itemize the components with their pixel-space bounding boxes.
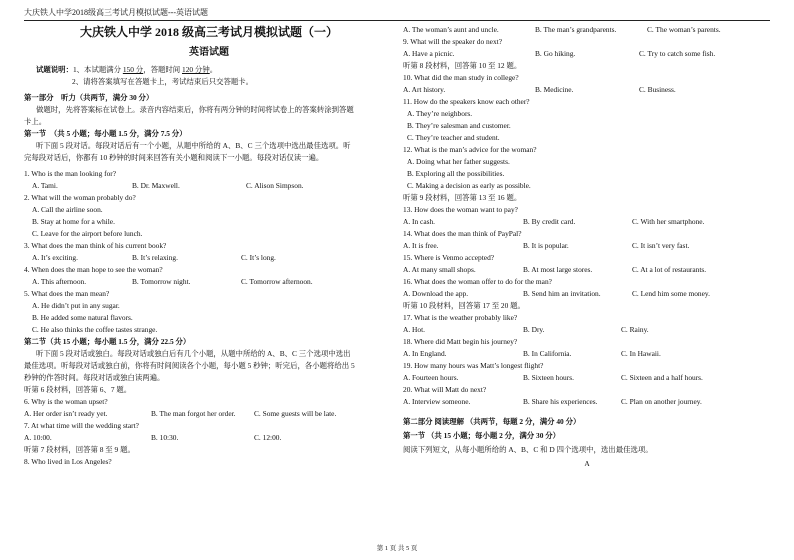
- option-b: B. The man forgot her order.: [151, 409, 236, 418]
- option-b: B. The man’s grandparents.: [535, 25, 617, 34]
- question-stem: 4. When does the man hope to see the woman?: [24, 265, 163, 274]
- left-column: [24, 24, 394, 468]
- option-c: C. He also thinks the coffee tastes strange.: [32, 325, 158, 334]
- question-stem: 3. What does the man think of his current book?: [24, 241, 167, 250]
- question-stem: 8. Who lived in Los Angeles?: [24, 457, 112, 466]
- option-c: C. The woman’s parents.: [647, 25, 721, 34]
- option-row: [403, 264, 771, 276]
- listen-instruction: 听第 6 段材料，回答第 6、7 题。: [24, 385, 132, 394]
- listen-instruction: 听第 8 段材料，回答第 10 至 12 题。: [403, 61, 522, 70]
- option-b: B. They’re salesman and customer.: [407, 121, 511, 130]
- option-a: A. This afternoon.: [32, 277, 87, 286]
- option-c: C. Making a decision as early as possible.: [407, 181, 531, 190]
- option-row: [403, 216, 771, 228]
- option-c: C. Rainy.: [621, 325, 649, 334]
- part1-heading: 第一部分 听力（共两节，满分 30 分）: [24, 93, 154, 102]
- question-stem: 17. What is the weather probably like?: [403, 313, 518, 322]
- question-stem: 19. How many hours was Matt’s longest flight?: [403, 361, 544, 370]
- option-b: B. Send him an invitation.: [523, 289, 601, 298]
- option-a: A. He didn’t put in any sugar.: [32, 301, 120, 310]
- part2-section1-heading: 第一节 （共 15 小题；每小题 2 分，满分 30 分）: [403, 431, 561, 440]
- option-c: C. At a lot of restaurants.: [632, 265, 707, 274]
- exam-subtitle: 英语试题: [189, 47, 229, 58]
- option-a: A. They’re neighbors.: [407, 109, 473, 118]
- option-a: A. Her order isn’t ready yet.: [24, 409, 108, 418]
- option-row: [403, 372, 771, 384]
- option-b: B. Exploring all the possibilities.: [407, 169, 505, 178]
- part1-intro-a: 做题时，先将答案标在试卷上。录音内容结束后，你将有两分钟的时间将试卷上的答案转涂到答题: [36, 105, 354, 114]
- option-a: A. In cash.: [403, 217, 436, 226]
- option-b: B. In California.: [523, 349, 572, 358]
- option-row: [24, 180, 394, 192]
- section1-intro-a: 听下面 5 段对话。每段对话后有一个小题，从题中所给的 A、B、C 三个选项中选出最佳选项。听: [36, 141, 351, 150]
- instructions-label: 试题说明：: [36, 65, 73, 74]
- option-c: C. It’s long.: [241, 253, 276, 262]
- option-a: A. Have a picnic.: [403, 49, 455, 58]
- instructions-text: 。: [209, 65, 218, 74]
- right-column: [403, 24, 771, 470]
- section1-intro-b: 完每段对话后，你都有 10 秒钟的时间来回答有关小题和阅读下一小题。每段对话仅读一遍。: [24, 153, 324, 162]
- option-b: B. Sixteen hours.: [523, 373, 574, 382]
- option-row: [24, 276, 394, 288]
- instructions-line-1: [24, 64, 394, 76]
- question-stem: 2. What will the woman probably do?: [24, 193, 136, 202]
- option-a: A. At many small shops.: [403, 265, 476, 274]
- question-stem: 14. What does the man think of PayPal?: [403, 229, 522, 238]
- option-b: B. Dry.: [523, 325, 545, 334]
- option-c: C. 12:00.: [254, 433, 282, 442]
- option-a: A. Doing what her father suggests.: [407, 157, 510, 166]
- option-row: [403, 288, 771, 300]
- option-b: B. Go hiking.: [535, 49, 576, 58]
- header-rule: [24, 20, 770, 21]
- option-a: A. Art history.: [403, 85, 446, 94]
- listen-instruction: 听第 7 段材料，回答第 8 至 9 题。: [24, 445, 135, 454]
- section2-heading: 第二节（共 15 小题；每小题 1.5 分，满分 22.5 分）: [24, 337, 191, 346]
- option-c: C. It isn’t very fast.: [632, 241, 690, 250]
- page-header: 大庆铁人中学2018级高三考试月模拟试题---英语试题: [24, 8, 208, 17]
- option-a: A. Fourteen hours.: [403, 373, 459, 382]
- option-a: A. Call the airline soon.: [32, 205, 103, 214]
- option-row: [24, 252, 394, 264]
- option-c: C. Plan on another journey.: [621, 397, 702, 406]
- section2-intro-c: 秒钟的作答时间。每段对话或独白读两遍。: [24, 373, 165, 382]
- option-b: B. At most large stores.: [523, 265, 593, 274]
- option-b: B. Share his experiences.: [523, 397, 598, 406]
- part2-instruction: 阅读下列短文，从每小题所给的 A、B、C 和 D 四个选项中，选出最佳选项。: [403, 445, 653, 454]
- option-a: A. Hot.: [403, 325, 425, 334]
- instructions-text: ，答题时间: [143, 65, 182, 74]
- option-row: [403, 324, 771, 336]
- option-a: A. It’s exciting.: [32, 253, 78, 262]
- question-stem: 5. What does the man mean?: [24, 289, 110, 298]
- option-row: [403, 48, 771, 60]
- instructions-text: 1、本试题满分: [72, 65, 123, 74]
- exam-title: 大庆铁人中学 2018 级高三考试月模拟试题（一）: [79, 25, 338, 39]
- part2-heading: 第二部分 阅读理解 （共两节，每题 2 分，满分 40 分）: [403, 417, 581, 426]
- option-row: [403, 348, 771, 360]
- option-b: B. He added some natural flavors.: [32, 313, 133, 322]
- time-value: 120 分钟: [182, 65, 210, 74]
- option-a: A. Tami.: [32, 181, 58, 190]
- score-value: 150 分: [122, 65, 144, 74]
- option-b: B. 10:30.: [151, 433, 179, 442]
- option-c: C. In Hawaii.: [621, 349, 661, 358]
- option-a: A. Interview someone.: [403, 397, 471, 406]
- instructions-line-2: 2、请将答案填写在答题卡上，考试结束后只交答题卡。: [72, 77, 254, 86]
- option-a: A. In England.: [403, 349, 447, 358]
- option-row: [403, 84, 771, 96]
- question-stem: 15. Where is Venmo accepted?: [403, 253, 495, 262]
- option-a: A. It is free.: [403, 241, 439, 250]
- part1-intro-b: 卡上。: [24, 117, 47, 126]
- section2-intro-a: 听下面 5 段对话或独白。每段对话或独白后有几个小题，从题中所给的 A、B、C 三个选项中选出: [36, 349, 351, 358]
- option-a: A. 10:00.: [24, 433, 52, 442]
- question-stem: 20. What will Matt do next?: [403, 385, 487, 394]
- option-c: C. Leave for the airport before lunch.: [32, 229, 143, 238]
- listen-instruction: 听第 10 段材料，回答第 17 至 20 题。: [403, 301, 525, 310]
- option-c: C. They’re teacher and student.: [407, 133, 500, 142]
- option-c: C. With her smartphone.: [632, 217, 705, 226]
- option-c: C. Alison Simpson.: [246, 181, 304, 190]
- option-row: [403, 24, 771, 36]
- option-c: C. Some guests will be late.: [254, 409, 337, 418]
- option-row: [403, 240, 771, 252]
- question-stem: 13. How does the woman want to pay?: [403, 205, 518, 214]
- option-row: [24, 408, 394, 420]
- option-b: B. Stay at home for a while.: [32, 217, 115, 226]
- option-c: C. Tomorrow afternoon.: [241, 277, 313, 286]
- option-a: A. Download the app.: [403, 289, 469, 298]
- question-stem: 11. How do the speakers know each other?: [403, 97, 530, 106]
- option-c: C. Business.: [639, 85, 676, 94]
- option-a: A. The woman’s aunt and uncle.: [403, 25, 499, 34]
- question-stem: 6. Why is the woman upset?: [24, 397, 108, 406]
- page-footer: 第 1 页 共 5 页: [376, 545, 418, 552]
- option-c: C. Sixteen and a half hours.: [621, 373, 703, 382]
- option-c: C. Try to catch some fish.: [639, 49, 716, 58]
- listen-instruction: 听第 9 段材料，回答第 13 至 16 题。: [403, 193, 522, 202]
- section1-heading: 第一节 （共 5 小题；每小题 1.5 分，满分 7.5 分）: [24, 129, 187, 138]
- question-stem: 10. What did the man study in college?: [403, 73, 519, 82]
- question-stem: 18. Where did Matt begin his journey?: [403, 337, 518, 346]
- section2-intro-b: 最佳选项。听每段对话或独白前，你将有时间阅读各个小题，每小题 5 秒钟；听完后，各小题将给出 5: [24, 361, 355, 370]
- passage-label: A: [584, 459, 590, 468]
- question-stem: 9. What will the speaker do next?: [403, 37, 502, 46]
- question-stem: 1. Who is the man looking for?: [24, 169, 117, 178]
- option-b: B. Tomorrow night.: [132, 277, 191, 286]
- option-c: C. Lend him some money.: [632, 289, 710, 298]
- option-row: [403, 396, 771, 408]
- option-b: B. By credit card.: [523, 217, 576, 226]
- option-row: [24, 432, 394, 444]
- option-b: B. Medicine.: [535, 85, 574, 94]
- option-b: B. It’s relaxing.: [132, 253, 178, 262]
- option-b: B. Dr. Maxwell.: [132, 181, 180, 190]
- question-stem: 12. What is the man’s advice for the woman?: [403, 145, 537, 154]
- option-b: B. It is popular.: [523, 241, 569, 250]
- question-stem: 7. At what time will the wedding start?: [24, 421, 139, 430]
- question-stem: 16. What does the woman offer to do for the man?: [403, 277, 552, 286]
